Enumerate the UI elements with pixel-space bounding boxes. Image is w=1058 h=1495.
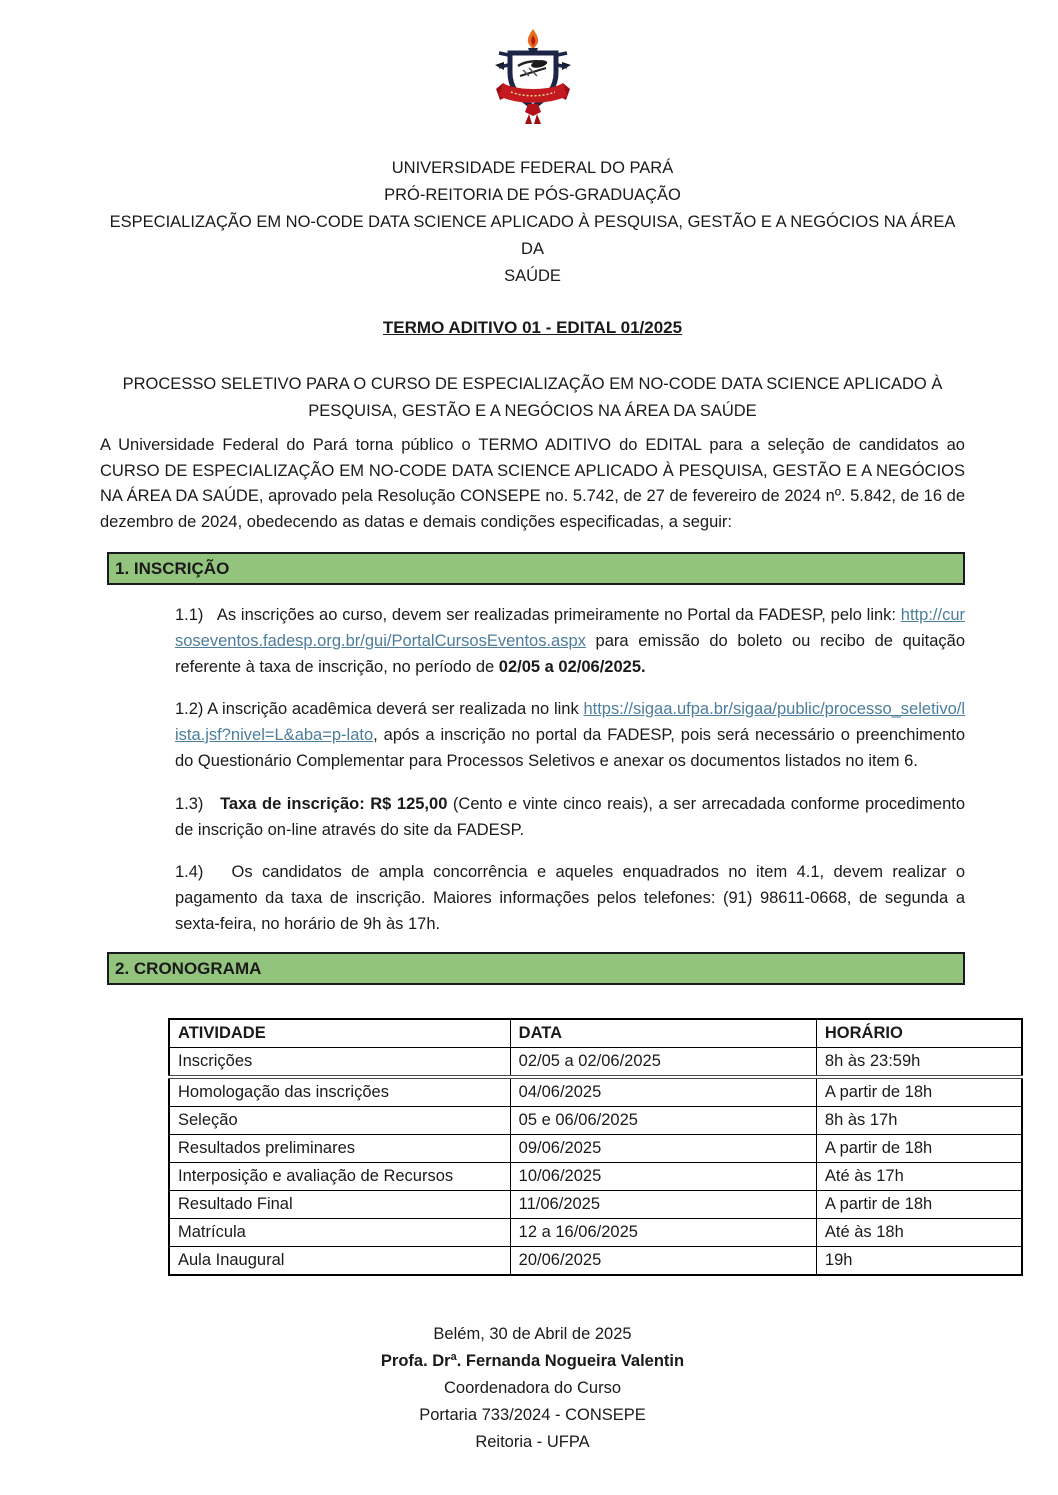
item-1-1 bbox=[175, 602, 965, 680]
cell-horario: A partir de 18h bbox=[816, 1135, 1022, 1163]
course-name-line2: SAÚDE bbox=[504, 267, 561, 285]
item-1-3-text: (Cento e vinte cinco reais), a ser arrecadada conforme procedimento de inscrição on-line através do site da FADESP. bbox=[175, 794, 966, 839]
cell-data: 10/06/2025 bbox=[510, 1163, 816, 1191]
item-1-3 bbox=[175, 791, 965, 843]
cell-data: 05 e 06/06/2025 bbox=[510, 1107, 816, 1135]
date-line: Belém, 30 de Abril de 2025 bbox=[433, 1325, 632, 1343]
item-1-4: 1.4) Os candidatos de ampla concorrência e aqueles enquadrados no item 4.1, devem realizar o pagamento da taxa de inscrição. Maiores informações pelos telefones: (91) 98611-0668, de segunda a sexta-feira, no horário de 9h às 17h. bbox=[175, 863, 965, 933]
item-1-1-text: 1.1) As inscrições ao curso, devem ser realizadas primeiramente no Portal da FADESP, pelo link: bbox=[175, 605, 901, 624]
intro-paragraph: A Universidade Federal do Pará torna público o TERMO ADITIVO do EDITAL para a seleção de candidatos ao CURSO DE ESPECIALIZAÇÃO EM NO-CODE DATA SCIENCE APLICADO À PESQUISA, GESTÃO E A NEGÓCIOS NA ÁREA DA SAÚDE, aprovado pela Resolução CONSEPE no. 5.742, de 27 de fevereiro de 2024 nº. 5.842, de 16 de dezembro de 2024, obedecendo as datas e demais condições especificadas, a seguir: bbox=[100, 436, 965, 531]
item-1-2-text2: , após a inscrição no portal da FADESP, pois será necessário o preenchimento do Questionário Complementar para Processos Seletivos e anexar os documentos listados no item 6. bbox=[175, 726, 965, 770]
sigaa-link[interactable]: https://sigaa.ufpa.br/sigaa/public/processo_seletivo/lista.jsf?nivel=L&aba=p-lato bbox=[175, 700, 965, 744]
cell-atividade: Resultado Final bbox=[169, 1191, 510, 1219]
item-1-1-period-bold: 02/05 a 02/06/2025. bbox=[498, 657, 646, 676]
cell-atividade: Aula Inaugural bbox=[169, 1247, 510, 1276]
item-1-3-number: 1.3) bbox=[175, 794, 221, 813]
item-1-3-fee-bold: Taxa de inscrição: R$ 125,00 bbox=[220, 794, 448, 813]
cell-horario: Até às 18h bbox=[816, 1219, 1022, 1247]
section1-items bbox=[175, 602, 965, 938]
table-row bbox=[169, 1191, 1022, 1219]
institution-department: PRÓ-REITORIA DE PÓS-GRADUAÇÃO bbox=[384, 186, 681, 204]
section-heading-cronograma: 2. CRONOGRAMA bbox=[107, 952, 965, 985]
item-1-2 bbox=[175, 696, 965, 774]
document-title: TERMO ADITIVO 01 - EDITAL 01/2025 bbox=[382, 318, 683, 337]
cell-horario: A partir de 18h bbox=[816, 1077, 1022, 1107]
logo-container bbox=[100, 26, 965, 137]
cell-horario: 8h às 23:59h bbox=[816, 1048, 1022, 1078]
column-header-atividade: ATIVIDADE bbox=[169, 1019, 510, 1048]
ufpa-crest-logo bbox=[495, 26, 571, 132]
cell-data: 04/06/2025 bbox=[510, 1077, 816, 1107]
cell-data: 09/06/2025 bbox=[510, 1135, 816, 1163]
institution-header bbox=[100, 155, 965, 290]
cronograma-table bbox=[168, 1018, 1023, 1276]
cell-horario: Até às 17h bbox=[816, 1163, 1022, 1191]
item-1-1-text2: para emissão do boleto ou recibo de quitação referente à taxa de inscrição, no período de bbox=[175, 631, 965, 676]
cell-horario: 19h bbox=[816, 1247, 1022, 1276]
table-row bbox=[169, 1219, 1022, 1247]
table-row bbox=[169, 1135, 1022, 1163]
cell-atividade: Resultados preliminares bbox=[169, 1135, 510, 1163]
course-name-line1: ESPECIALIZAÇÃO EM NO-CODE DATA SCIENCE APLICADO À PESQUISA, GESTÃO E A NEGÓCIOS NA ÁREA DA bbox=[109, 213, 956, 258]
cell-horario: 8h às 17h bbox=[816, 1107, 1022, 1135]
coordinator-name: Profa. Drª. Fernanda Nogueira Valentin bbox=[380, 1352, 685, 1370]
org-line: Reitoria - UFPA bbox=[475, 1433, 590, 1451]
document-subtitle bbox=[100, 371, 965, 425]
table-row bbox=[169, 1247, 1022, 1276]
institution-name: UNIVERSIDADE FEDERAL DO PARÁ bbox=[391, 159, 674, 177]
subtitle-line1: PROCESSO SELETIVO PARA O CURSO DE ESPECIALIZAÇÃO EM NO-CODE DATA SCIENCE APLICADO À bbox=[122, 375, 943, 393]
portaria-line: Portaria 733/2024 - CONSEPE bbox=[419, 1406, 646, 1424]
column-header-horario: HORÁRIO bbox=[816, 1019, 1022, 1048]
table-row bbox=[169, 1077, 1022, 1107]
table-row bbox=[169, 1107, 1022, 1135]
cell-data: 02/05 a 02/06/2025 bbox=[510, 1048, 816, 1078]
cell-atividade: Interposição e avaliação de Recursos bbox=[169, 1163, 510, 1191]
column-header-data: DATA bbox=[510, 1019, 816, 1048]
item-1-2-text: 1.2) A inscrição acadêmica deverá ser realizada no link bbox=[175, 700, 584, 718]
cell-atividade: Matrícula bbox=[169, 1219, 510, 1247]
table-row bbox=[169, 1048, 1022, 1078]
table-header-row bbox=[169, 1019, 1022, 1048]
coordinator-role: Coordenadora do Curso bbox=[443, 1379, 622, 1397]
table-row bbox=[169, 1163, 1022, 1191]
cell-atividade: Inscrições bbox=[169, 1048, 510, 1078]
cell-atividade: Homologação das inscrições bbox=[169, 1077, 510, 1107]
signature-block bbox=[100, 1321, 965, 1456]
cell-data: 11/06/2025 bbox=[510, 1191, 816, 1219]
cell-horario: A partir de 18h bbox=[816, 1191, 1022, 1219]
cell-data: 12 a 16/06/2025 bbox=[510, 1219, 816, 1247]
section-heading-inscricao: 1. INSCRIÇÃO bbox=[107, 552, 965, 585]
cell-data: 20/06/2025 bbox=[510, 1247, 816, 1276]
subtitle-line2: PESQUISA, GESTÃO E A NEGÓCIOS NA ÁREA DA SAÚDE bbox=[308, 402, 757, 420]
cell-atividade: Seleção bbox=[169, 1107, 510, 1135]
fadesp-portal-link[interactable]: http://cursoseventos.fadesp.org.br/gui/PortalCursosEventos.aspx bbox=[175, 605, 965, 650]
